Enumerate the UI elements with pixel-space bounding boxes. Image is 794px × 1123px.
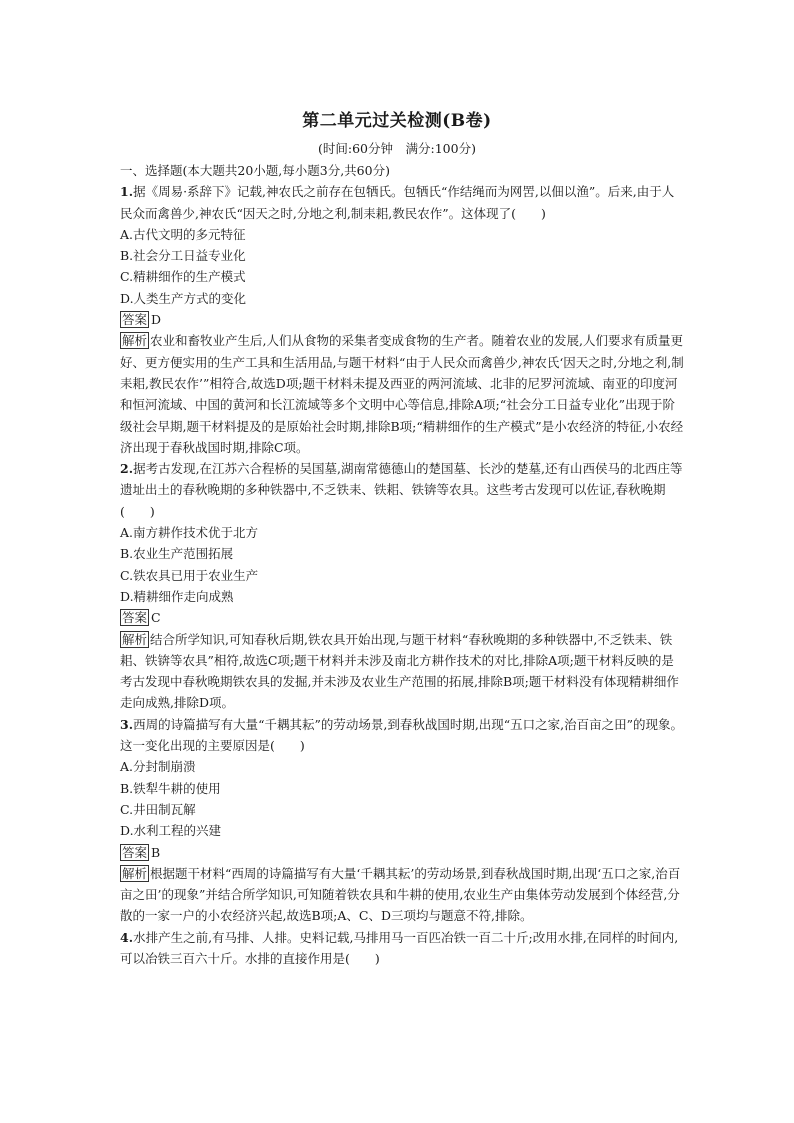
option-c: C.井田制瓦解	[120, 801, 196, 817]
answer-label: 答案	[122, 844, 148, 860]
question-number: 2.	[120, 461, 134, 477]
analysis-text: 农业和畜牧业产生后,人们从食物的采集者变成食物的生产者。随着农业的发展,人们要求有质量更好、更方便实用的生产工具和生活用品,与题干材料“由于人民众而禽兽少,神农氏‘因天之时,分地之利,制耒耜,教民农作’”相符合,故选D项;题干材料未提及西亚的两河流域、北非的尼罗河流域、南亚的印度河和恒河流域、中国的黄河和长江流域等多个文明中心等信息,排除A项;“社会分工日益专业化”出现于阶级社会早期,题干材料提及的是原始社会时期,排除B项;“精耕细作的生产模式”是小农经济的特征,小农经济出现于春秋战国时期,排除C项。	[120, 333, 684, 455]
answer-value: C	[151, 610, 161, 626]
analysis-label: 解析	[122, 333, 148, 349]
question-text: 西周的诗篇描写有大量“千耦其耘”的劳动场景,到春秋战国时期,出现“五口之家,治百亩之田”的现象。这一变化出现的主要原因是( )	[120, 716, 684, 754]
option-a: A.南方耕作技术优于北方	[120, 525, 259, 541]
analysis-text: 根据题干材料“西周的诗篇描写有大量‘千耦其耘’的劳动场景,到春秋战国时期,出现‘五口之家,治百亩之田’的现象”并结合所学知识,可知随着铁农具和牛耕的使用,农业生产由集体劳动发展到个体经营,分散的一家一户的小农经济兴起,故选B项;A、C、D三项均与题意不符,排除。	[120, 865, 681, 924]
option-d: D.水利工程的兴建	[120, 823, 222, 839]
option-d: D.人类生产方式的变化	[120, 290, 247, 306]
option-a: A.古代文明的多元特征	[120, 226, 246, 242]
answer-line	[120, 607, 685, 628]
question-stem	[120, 927, 685, 970]
option-c: C.精耕细作的生产模式	[120, 269, 246, 285]
option-c: C.铁农具已用于农业生产	[120, 567, 259, 583]
answer-value: B	[151, 844, 161, 860]
question-number: 3.	[120, 716, 134, 732]
page-title: 第二单元过关检测(B卷)	[302, 111, 492, 131]
answer-line	[120, 309, 685, 330]
question-2	[120, 458, 685, 714]
question-text: 据《周易·系辞下》记载,神农氏之前存在包牺氏。包牺氏“作结绳而为网罟,以佃以渔”。后来,由于人民众而禽兽少,神农氏“因天之时,分地之利,制耒耜,教民农作”。这体现了( )	[120, 184, 675, 221]
answer-value: D	[151, 312, 162, 328]
option-b: B.铁犁牛耕的使用	[120, 780, 221, 796]
analysis-line	[120, 330, 685, 458]
option-d: D.精耕细作走向成熟	[120, 588, 234, 604]
exam-content	[120, 160, 685, 969]
question-stem	[120, 714, 685, 757]
option-b: B.社会分工日益专业化	[120, 248, 246, 264]
question-3	[120, 714, 685, 927]
question-number: 1.	[120, 184, 134, 200]
answer-label: 答案	[122, 312, 148, 328]
answer-label: 答案	[122, 610, 148, 626]
analysis-label: 解析	[122, 865, 148, 881]
question-number: 4.	[120, 929, 134, 945]
option-b: B.农业生产范围拓展	[120, 546, 234, 562]
question-4	[120, 927, 685, 970]
page-subtitle: (时间:60分钟 满分:100分)	[318, 141, 476, 156]
question-text: 据考古发现,在江苏六合程桥的吴国墓,湖南常德德山的楚国墓、长沙的楚墓,还有山西侯马的北西庄等遗址出土的春秋晚期的多种铁器中,不乏铁耒、铁耜、铁锛等农具。这些考古发现可以佐证,春秋晚期( )	[120, 461, 683, 519]
analysis-text: 结合所学知识,可知春秋后期,铁农具开始出现,与题干材料“春秋晚期的多种铁器中,不乏铁耒、铁耜、铁锛等农具”相符,故选C项;题干材料并未涉及南北方耕作技术的对比,排除A项;题干材料反映的是考古发现中春秋晚期铁农具的发掘,并未涉及农业生产范围的拓展,排除B项;题干材料没有体现精耕细作走向成熟,排除D项。	[120, 631, 679, 711]
section-heading: 一、选择题(本大题共20小题,每小题3分,共60分)	[120, 163, 390, 178]
option-a: A.分封制崩溃	[120, 759, 196, 775]
analysis-line	[120, 863, 685, 927]
analysis-label: 解析	[122, 631, 148, 647]
question-stem	[120, 458, 685, 522]
answer-line	[120, 842, 685, 863]
question-stem	[120, 181, 685, 224]
analysis-line	[120, 629, 685, 714]
question-text: 水排产生之前,有马排、人排。史料记载,马排用马一百匹冶铁一百二十斤;改用水排,在同样的时间内,可以冶铁三百六十斤。水排的直接作用是( )	[120, 929, 679, 966]
question-1	[120, 181, 685, 458]
